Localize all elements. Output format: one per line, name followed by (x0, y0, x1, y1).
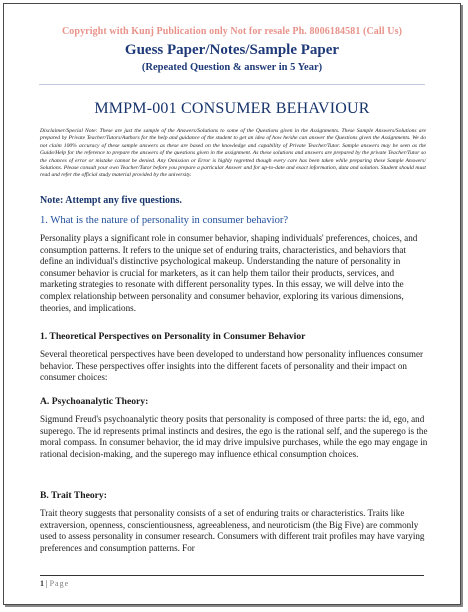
question-heading: 1. What is the nature of personality in consumer behavior? (40, 215, 289, 226)
header-title: Guess Paper/Notes/Sample Paper (124, 42, 340, 58)
section-b-paragraph: Trait theory suggests that personality consists of a set of enduring traits or characteristics. Traits like extraversion, openness, conscientiousness, agreeableness, and neuroticism (the Big Five) are commonly used to assess personality in consumer research. Consumers with different trait profiles may have varying preferences and consumption patterns. For (40, 508, 425, 553)
page-footer (40, 579, 69, 588)
section-1-paragraph: Several theoretical perspectives have been developed to understand how personality influences consumer behavior. These perspectives offer insights into the different facets of personality and their impact on consumer choices: (40, 349, 424, 383)
document-page (3, 3, 461, 605)
page-label: Page (49, 579, 70, 588)
page-separator: | (46, 579, 48, 588)
section-a-heading: A. Psychoanalytic Theory: (40, 396, 149, 407)
disclaimer-text: Disclaimer/Special Note: These are just the sample of the Answers/Solutions to some of the Questions given in the Assignments. These Sample Answers/Solutions are prepared by Private Teacher/Tutors/Authors for the help and guidance of the student to get an idea of how he/she can answer the Questions given the Assignments. We do not claim 100% accuracy of these sample answers as these are based on the knowledge and capability of Private Teacher/Tutor. Sample answers may be seen as the Guide/Help for the reference to prepare the answers of the questions given in the assignment. As these solutions and answers are prepared by the private Teacher/Tutor so the chances of error or mistake cannot be denied. Any Omission or Error is highly regretted though every care has been taken while preparing these Sample Answers/ Solutions. Please consult your own Teacher/Tutor before you prepare a particular Answer and for up-to-date and exact information, data and solution. Student should must read and refer the official study material provided by the university. (40, 128, 426, 179)
footer-divider (40, 575, 424, 576)
section-a-paragraph: Sigmund Freud's psychoanalytic theory posits that personality is composed of three parts: the id, ego, and superego. The id represents primal instincts and desires, the ego is the rational self, and the superego is the moral compass. In consumer behavior, the id may drive impulsive purchases, while the ego may engage in rational decision-making, and the superego may influence ethical consumption choices. (40, 414, 428, 459)
course-title: MMPM-001 CONSUMER BEHAVIOUR (94, 100, 370, 117)
section-1-heading: 1. Theoretical Perspectives on Personality in Consumer Behavior (40, 331, 306, 342)
header-divider (39, 84, 425, 85)
intro-paragraph: Personality plays a significant role in consumer behavior, shaping individuals' preferences, choices, and consumption patterns. It refers to the unique set of enduring traits, characteristics, and behaviors that define an individual's distinctive psychological makeup. Understanding the nature of personality in consumer behavior is crucial for marketers, as it can help them tailor their products, services, and marketing strategies to resonate with different personality types. In this essay, we will delve into the complex relationship between personality and consumer behavior, exploring its various dimensions, theories, and implications. (40, 233, 418, 313)
section-b-heading: B. Trait Theory: (40, 490, 107, 501)
instruction-note: Note: Attempt any five questions. (40, 195, 182, 206)
copyright-notice: Copyright with Kunj Publication only Not for resale Ph. 8006184581 (Call Us) (61, 26, 403, 37)
header-subtitle: (Repeated Question & answer in 5 Year) (141, 62, 323, 73)
page-number: 1 (40, 579, 44, 588)
